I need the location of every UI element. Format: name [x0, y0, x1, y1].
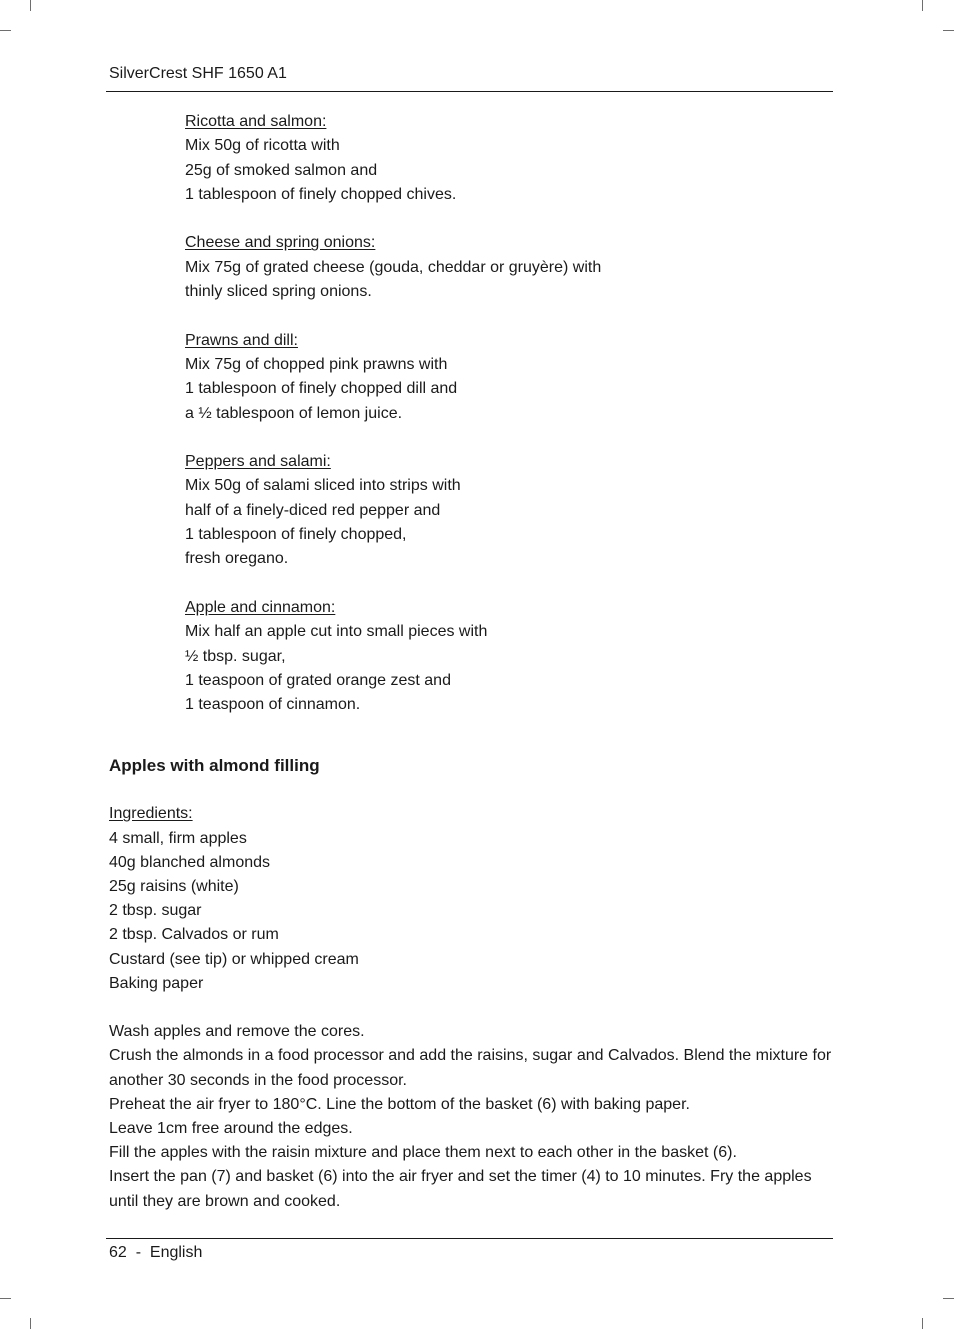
- ingredient-item: 25g raisins (white): [109, 878, 239, 895]
- crop-mark: [0, 1298, 11, 1299]
- filling-line: thinly sliced spring onions.: [185, 283, 372, 301]
- steps-list: [109, 1020, 839, 1214]
- ingredient-item: 4 small, firm apples: [109, 829, 247, 847]
- recipe-section: [109, 754, 839, 1214]
- instruction-step: Crush the almonds in a food processor and add the raisins, sugar and Calvados. Blend the mixture for another 30 seconds in the food processor.: [109, 1047, 832, 1089]
- ingredient-item: Custard (see tip) or whipped cream: [109, 950, 359, 968]
- footer-language: English: [149, 1244, 203, 1261]
- page-header-title: SilverCrest SHF 1650 A1: [109, 65, 287, 82]
- instruction-step: Leave 1cm free around the edges.: [109, 1120, 353, 1138]
- filling-block: [185, 596, 785, 717]
- ingredient-item: 2 tbsp. Calvados or rum: [109, 926, 279, 944]
- crop-mark: [943, 30, 954, 31]
- filling-title: Peppers and salami:: [185, 453, 331, 471]
- filling-block: [185, 110, 785, 207]
- page-footer: [109, 1243, 202, 1263]
- ingredient-item: Baking paper: [109, 974, 204, 992]
- ingredients-block: [109, 802, 839, 996]
- filling-line: 1 teaspoon of cinnamon.: [185, 696, 361, 714]
- crop-mark: [922, 0, 923, 11]
- instruction-step: Insert the pan (7) and basket (6) into the air fryer and set the timer (4) to 10 minutes. Fry the apples until they are brown and cooked.: [109, 1168, 812, 1210]
- page-number: 62: [109, 1244, 127, 1261]
- footer-rule: [106, 1238, 833, 1239]
- filling-title: Prawns and dill:: [185, 331, 298, 349]
- fillings-list: [185, 110, 785, 717]
- ingredient-item: 40g blanched almonds: [109, 853, 271, 871]
- filling-line: fresh oregano.: [185, 550, 289, 568]
- recipe-title: Apples with almond filling: [109, 756, 320, 775]
- filling-title: Ricotta and salmon:: [185, 113, 327, 130]
- crop-mark: [30, 0, 31, 11]
- ingredient-item: 2 tbsp. sugar: [109, 902, 202, 920]
- crop-mark: [30, 1318, 31, 1329]
- ingredients-list: [109, 827, 839, 996]
- filling-block: [185, 450, 785, 571]
- crop-mark: [922, 1318, 923, 1329]
- filling-line: Mix 75g of grated cheese (gouda, cheddar or gruyère) with: [185, 258, 602, 276]
- crop-mark: [943, 1298, 954, 1299]
- instruction-step: Fill the apples with the raisin mixture and place them next to each other in the basket (6).: [109, 1144, 737, 1162]
- filling-line: ½ tbsp. sugar,: [185, 647, 286, 665]
- filling-line: 1 tablespoon of finely chopped,: [185, 526, 407, 544]
- filling-block: [185, 329, 785, 426]
- filling-line: 1 tablespoon of finely chopped chives.: [185, 185, 457, 203]
- filling-line: Mix 75g of chopped pink prawns with: [185, 355, 448, 373]
- filling-line: 1 tablespoon of finely chopped dill and: [185, 380, 458, 398]
- ingredients-label: Ingredients:: [109, 805, 193, 823]
- instruction-step: Wash apples and remove the cores.: [109, 1023, 365, 1041]
- filling-title: Apple and cinnamon:: [185, 598, 336, 616]
- filling-line: Mix half an apple cut into small pieces with: [185, 623, 488, 641]
- filling-line: half of a finely-diced red pepper and: [185, 501, 441, 519]
- filling-line: a ½ tablespoon of lemon juice.: [185, 404, 403, 422]
- filling-block: [185, 231, 785, 304]
- filling-line: Mix 50g of salami sliced into strips with: [185, 477, 461, 495]
- filling-line: 1 teaspoon of grated orange zest and: [185, 671, 451, 689]
- filling-line: 25g of smoked salmon and: [185, 161, 378, 179]
- header-rule: [106, 91, 833, 92]
- filling-line: Mix 50g of ricotta with: [185, 137, 340, 155]
- filling-title: Cheese and spring onions:: [185, 234, 376, 252]
- footer-separator: -: [135, 1244, 142, 1261]
- instruction-step: Preheat the air fryer to 180°C. Line the bottom of the basket (6) with baking paper.: [109, 1095, 690, 1113]
- crop-mark: [0, 30, 11, 31]
